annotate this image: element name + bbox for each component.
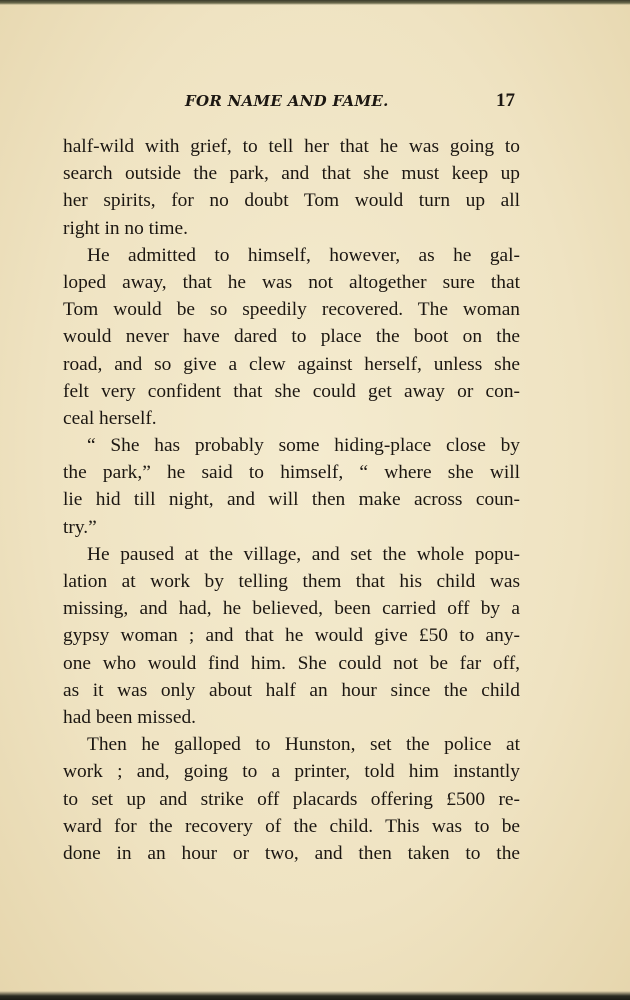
text-line: He admitted to himself, however, as he gal- [87, 244, 520, 266]
text-line: the park,” he said to himself, “ where she will [63, 462, 520, 484]
text-line: He paused at the village, and set the whole popu- [87, 543, 520, 565]
text-line: work ; and, going to a printer, told him instantly [63, 761, 520, 783]
running-head: FOR NAME AND FAME. [185, 92, 389, 110]
text-line: missing, and had, he believed, been carried off by a [63, 598, 520, 620]
body-text [63, 133, 520, 867]
text-line: felt very confident that she could get away or con- [63, 380, 520, 402]
text-line: her spirits, for no doubt Tom would turn up all [63, 190, 520, 212]
text-line: lie hid till night, and will then make across coun- [63, 489, 520, 511]
text-line: gypsy woman ; and that he would give £50 to any- [63, 625, 520, 647]
text-line: to set up and strike off placards offering £500 re- [63, 788, 520, 810]
text-line: ceal herself. [63, 407, 157, 429]
text-line: ward for the recovery of the child. This was to be [63, 815, 520, 837]
text-line: Tom would be so speedily recovered. The woman [63, 299, 520, 321]
text-line: Then he galloped to Hunston, set the police at [87, 734, 520, 756]
text-line: as it was only about half an hour since the child [63, 679, 520, 701]
text-line: try.” [63, 516, 97, 538]
text-line: search outside the park, and that she must keep up [63, 163, 520, 185]
text-line: “ She has probably some hiding-place close by [87, 435, 520, 457]
text-line: loped away, that he was not altogether sure that [63, 271, 520, 293]
page-bottom-edge [0, 991, 630, 1000]
text-line: half-wild with grief, to tell her that he was going to [63, 136, 520, 157]
text-line: done in an hour or two, and then taken to the [63, 842, 520, 864]
text-line: would never have dared to place the boot on the [63, 326, 520, 348]
page-number: 17 [496, 90, 515, 111]
page-top-edge [0, 0, 630, 5]
text-line: one who would find him. She could not be far off, [63, 652, 520, 674]
text-line: lation at work by telling them that his child was [63, 571, 520, 592]
text-line: right in no time. [63, 217, 188, 239]
text-line: had been missed. [63, 706, 197, 728]
text-line: road, and so give a clew against herself, unless she [63, 353, 520, 375]
